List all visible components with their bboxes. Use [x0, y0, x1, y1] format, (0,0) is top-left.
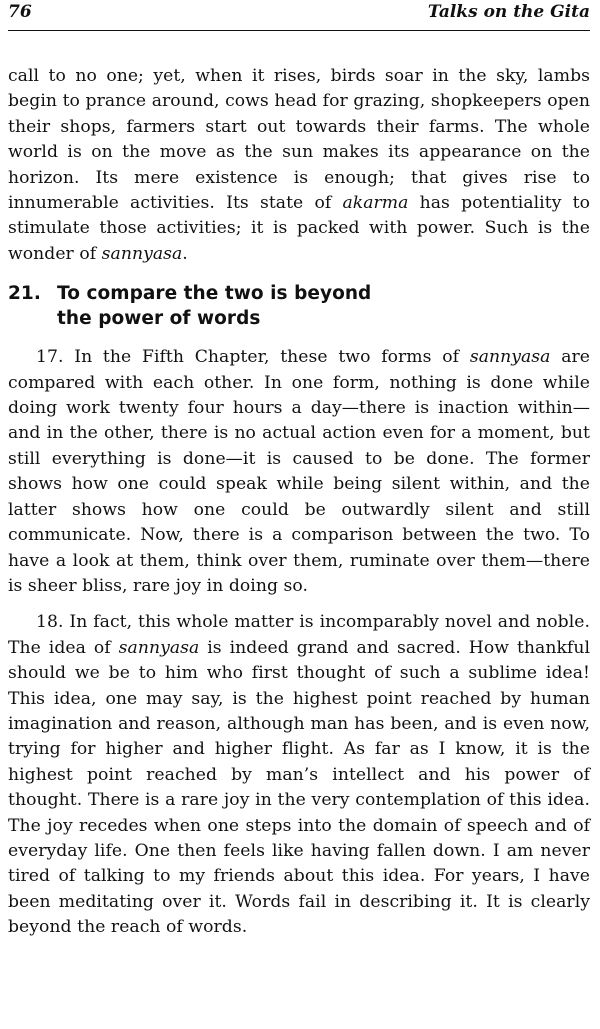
text-segment: is indeed grand and sacred. How thankful should we be to him who first thought of such a sublime idea! This idea, one may say, is the highest point reached by human imagination and reason, although man has been, and is even now, trying for higher and higher flight. As far as I know, it is the highest point reached by man’s intellect and his power of thought. There is a rare joy in the very contemplation of this idea. The joy recedes when one steps into the domain of speech and of everyday life. One then feels like having fallen down. I am never tired of talking to my friends about this idea. For years, I have been meditating over it. Words fail in describing it. It is clearly beyond the reach of words.	[8, 637, 590, 938]
text-segment: call to no one; yet, when it rises, birds soar in the sky, lambs begin to prance around, cows head for grazing, shopkeepers open their shops, farmers start out towards their farms. The whole world is on the move as the sun makes its appearance on the horizon. Its mere existence is enough; that gives rise to innumerable activities. Its state of	[8, 66, 590, 214]
italic-term: sannyasa	[101, 243, 183, 264]
paragraph-17	[8, 345, 590, 599]
section-title-line-2: the power of words	[57, 308, 261, 330]
text-segment: 17. In the Fifth Chapter, these two forms of	[36, 347, 470, 368]
text-segment: has potentiality to stimulate those activities; it is packed with power. Such is the wonder of	[8, 193, 590, 264]
running-header	[8, 0, 590, 31]
paragraph-continuation	[8, 64, 590, 267]
italic-term: akarma	[342, 193, 409, 214]
text-segment: 18. In fact, this whole matter is incomparably novel and noble. The idea of	[8, 612, 590, 658]
body-text	[8, 64, 590, 941]
italic-term: sannyasa	[469, 347, 551, 368]
page-number: 76	[8, 2, 32, 22]
section-title-line-1: To compare the two is beyond	[57, 283, 372, 305]
paragraph-gap	[8, 599, 590, 610]
text-segment: .	[182, 243, 188, 264]
running-title: Talks on the Gita	[427, 2, 590, 22]
italic-term: sannyasa	[118, 637, 200, 658]
section-number: 21.	[8, 283, 41, 305]
paragraph-18	[8, 610, 590, 940]
text-segment: are compared with each other. In one form, nothing is done while doing work twenty four hours a day—there is inaction within—and in the other, there is no actual action even for a moment, but still everything is done—it is caused to be done. The former shows how one could speak while being silent within, and the latter shows how one could be outwardly silent and still communicate. Now, there is a comparison between the two. To have a look at them, think over them, ruminate over them—there is sheer bliss, rare joy in doing so.	[8, 347, 590, 596]
section-heading	[8, 281, 590, 331]
